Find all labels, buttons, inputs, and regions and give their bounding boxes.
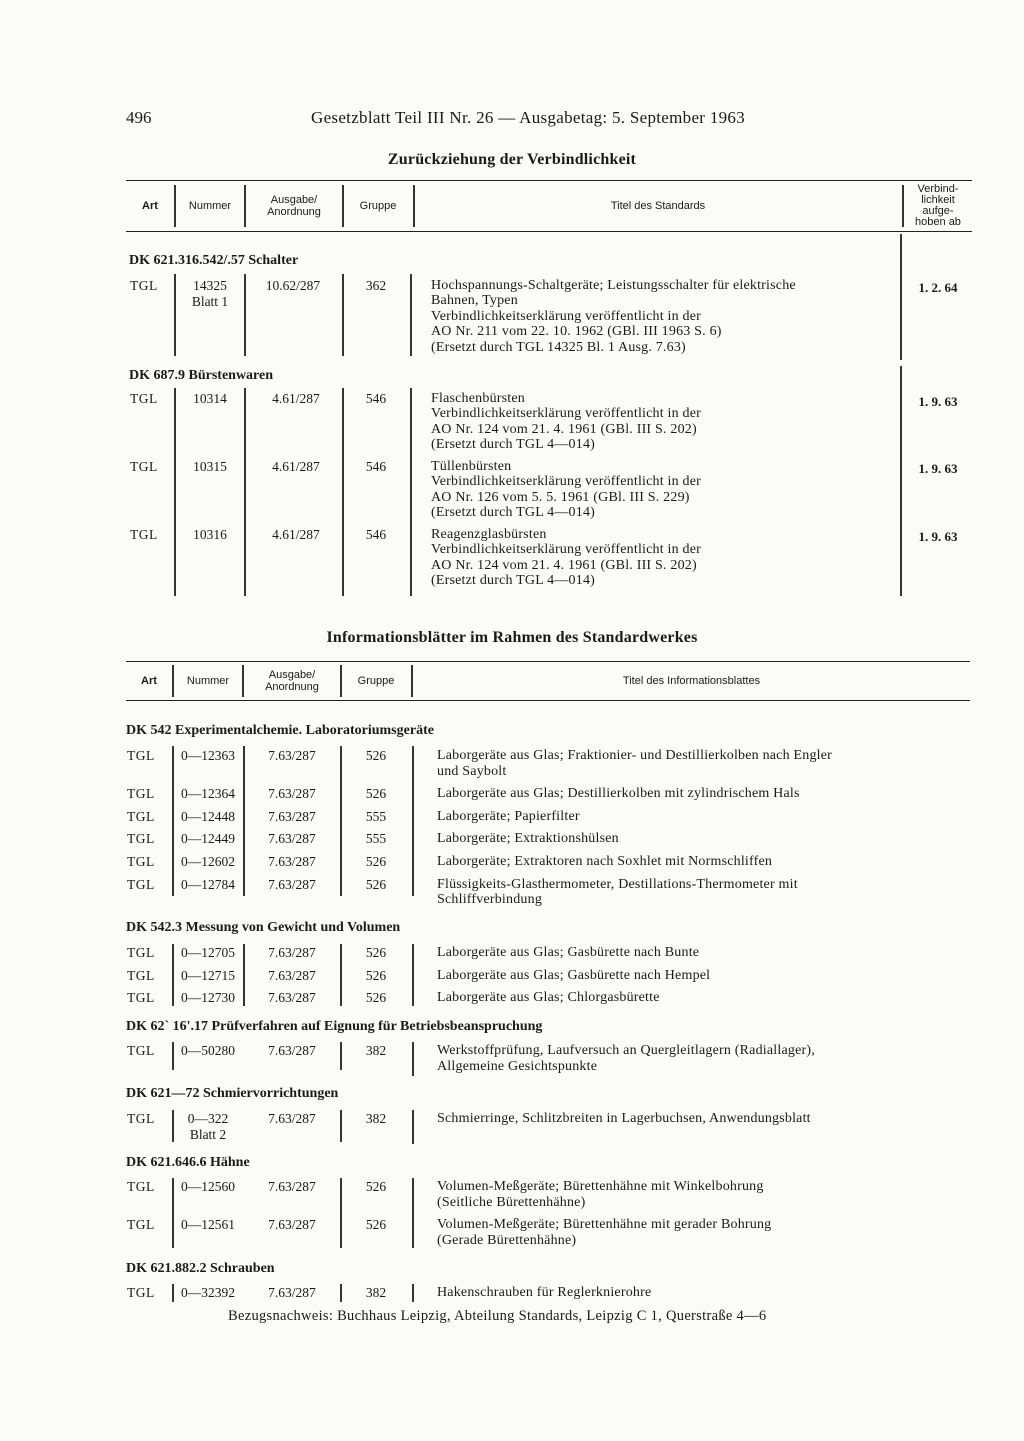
col-gruppe: Gruppe [359,200,397,212]
col-ausgabe: Ausgabe/ Anordnung [265,669,319,693]
table1-header [126,180,972,232]
table1-heading: Zurückziehung der Verbindlichkeit [387,151,637,168]
table2-heading: Informationsblätter im Rahmen des Standardwerkes [326,629,698,646]
section-label: DK 542 Experimentalchemie. Laboratoriumsgeräte [126,723,434,738]
col-aufgehoben: Verbind- lichkeit aufge- hoben ab [915,183,961,228]
page-number: 496 [126,108,152,127]
page-header [126,108,786,132]
footer-note: Bezugsnachweis: Buchhaus Leipzig, Abteilung Standards, Leipzig C 1, Querstraße 4—6 [228,1308,767,1324]
col-art: Art [142,200,158,212]
section-label: DK 687.9 Bürstenwaren [129,368,274,383]
col-titel: Titel des Informationsblattes [622,675,761,687]
section-label: DK 621.316.542/.57 Schalter [129,253,299,268]
section-label: DK 621—72 Schmiervorrichtungen [126,1086,339,1101]
col-nummer: Nummer [186,675,230,687]
page-title: Gesetzblatt Teil III Nr. 26 — Ausgabetag: 5. September 1963 [311,108,746,127]
col-titel: Titel des Standards [610,200,706,212]
section-label: DK 621.646.6 Hähne [126,1155,250,1170]
section-label: DK 542.3 Messung von Gewicht und Volumen [126,920,401,935]
section-label: DK 62` 16'.17 Prüfverfahren auf Eignung für Betriebsbeanspruchung [126,1019,543,1034]
col-art: Art [141,675,157,687]
col-ausgabe: Ausgabe/ Anordnung [267,194,321,218]
table2-header [126,661,970,701]
col-nummer: Nummer [188,200,232,212]
col-gruppe: Gruppe [357,675,395,687]
section-label: DK 621.882.2 Schrauben [126,1261,275,1276]
